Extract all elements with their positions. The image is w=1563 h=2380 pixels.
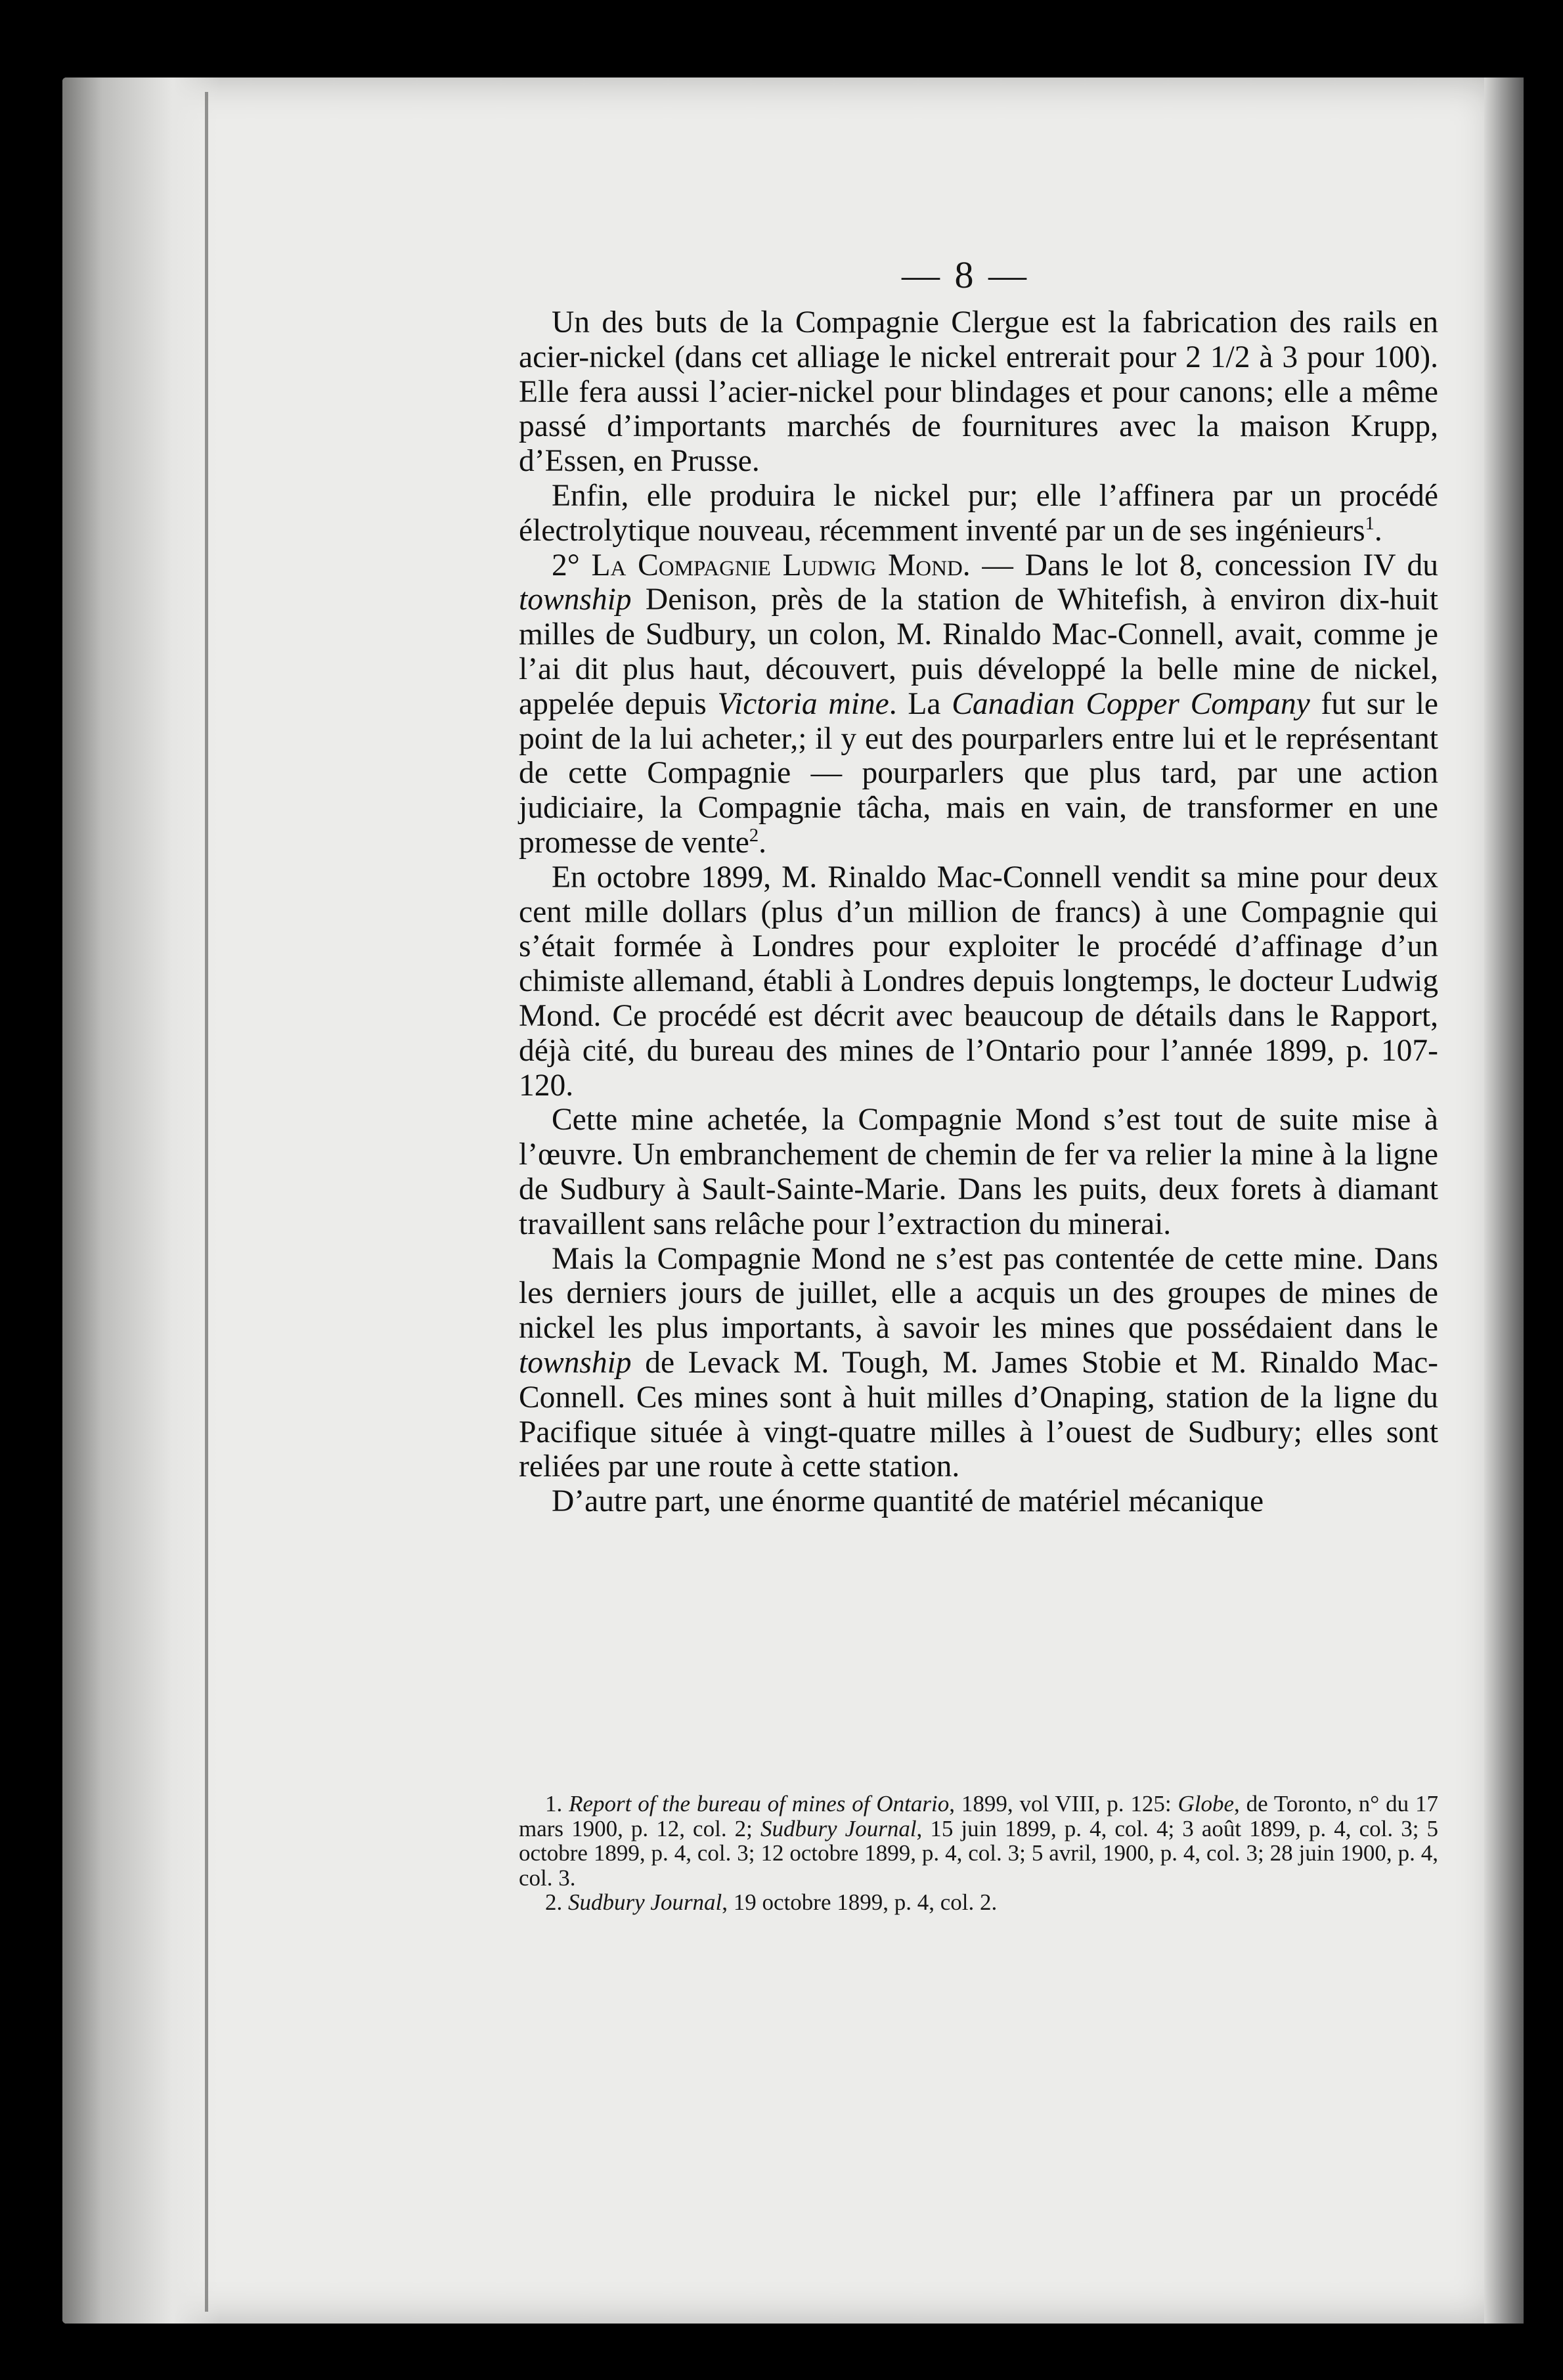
page-number: — 8 — bbox=[902, 253, 1029, 296]
footnote-ref-2[interactable]: 2 bbox=[749, 826, 759, 847]
paragraph-nickel-pur: Enfin, elle produira le nickel pur; elle l’affinera par un procédé électrolytique nouveau, récemment inventé par un de ses ingénieurs$^1$. bbox=[519, 478, 1438, 548]
footnotes bbox=[519, 1792, 1438, 1915]
page-fold-line bbox=[205, 92, 208, 2312]
footnote-2: 2. Sudbury Journal, 19 octobre 1899, p. 4, col. 2. bbox=[545, 1889, 998, 1915]
paragraph-materiel-mecanique: D’autre part, une énorme quantité de matériel mécanique bbox=[552, 1484, 1264, 1519]
section-heading: La Compagnie Ludwig Mond. bbox=[591, 548, 971, 583]
paragraph-vente-octobre: En octobre 1899, M. Rinaldo Mac-Connell vendit sa mine pour deux cent mille dollars (plus d’un million de francs) à une Compagnie qui s’était formée à Londres pour exploiter le procédé d’affinage d’un chimiste allemand, établi à Londres depuis longtemps, le docteur Ludwig Mond. Ce procédé est décrit avec beaucoup de détails dans le Rapport, déjà cité, du bureau des mines de l’Ontario pour l’année 1899, p. 107-120. bbox=[519, 860, 1438, 1103]
paragraph-mine-achetee: Cette mine achetée, la Compagnie Mond s’est tout de suite mise à l’œuvre. Un embranchement de chemin de fer va relier la mine à la ligne de Sudbury à Sault-Sainte-Marie. Dans les puits, deux forets à diamant travaillent sans relâche pour l’extraction du minerai. bbox=[519, 1103, 1438, 1241]
paragraph-levack-mines: Mais la Compagnie Mond ne s’est pas contentée de cette mine. Dans les derniers jours de juillet, elle a acquis un des groupes de mines de nickel les plus importants, à savoir les mines que possédaient dans le township de Levack M. Tough, M. James Stobie et M. Rinaldo Mac-Connell. Ces mines sont à huit milles d’Onaping, station de la ligne du Pacifique située à vingt-quatre milles à l’ouest de Sudbury; elles sont reliées par une route à cette station. bbox=[519, 1241, 1438, 1484]
paragraph-clergue-rails: Un des buts de la Compagnie Clergue est la fabrication des rails en acier-nickel (dans cet alliage le nickel entrerait pour 2 1/2 à 3 pour 100). Elle fera aussi l’acier-nickel pour blindages et pour canons; elle a même passé d’importants marchés de fournitures avec la maison Krupp, d’Essen, en Prusse. bbox=[519, 305, 1438, 479]
footnote-ref-1[interactable]: 1 bbox=[1365, 513, 1375, 534]
body-text bbox=[519, 305, 1438, 1519]
footnote-1: 1. Report of the bureau of mines of Ontario, 1899, vol VIII, p. 125: Globe, de Toronto, n° du 17 mars 1900, p. 12, col. 2; Sudbury Journal, 15 juin 1899, p. 4, col. 4; 3 août 1899, p. 4, col. 3; 5 octobre 1899, p. 4, col. 3; 12 octobre 1899, p. 4, col. 3; 5 avril, 1900, p. 4, col. 3; 28 juin 1900, p. 4, col. 3. bbox=[519, 1791, 1439, 1891]
paragraph-compagnie-mond: 2° La Compagnie Ludwig Mond. — Dans le lot 8, concession IV du township Denison, près de la station de Whitefish, à environ dix-huit milles de Sudbury, un colon, M. Rinaldo Mac-Connell, avait, comme je l’ai dit plus haut, découvert, puis développé la belle mine de nickel, appelée depuis Victoria mine. La Canadian Copper Company fut sur le point de la lui acheter,; il y eut des pourparlers entre lui et le représentant de cette Compagnie — pourparlers que plus tard, par une action judiciaire, la Compagnie tâcha, mais en vain, de transformer en une promesse de vente$^2$. bbox=[519, 548, 1438, 860]
page-right-edge bbox=[1484, 77, 1524, 2324]
binding-shadow bbox=[62, 77, 220, 2324]
